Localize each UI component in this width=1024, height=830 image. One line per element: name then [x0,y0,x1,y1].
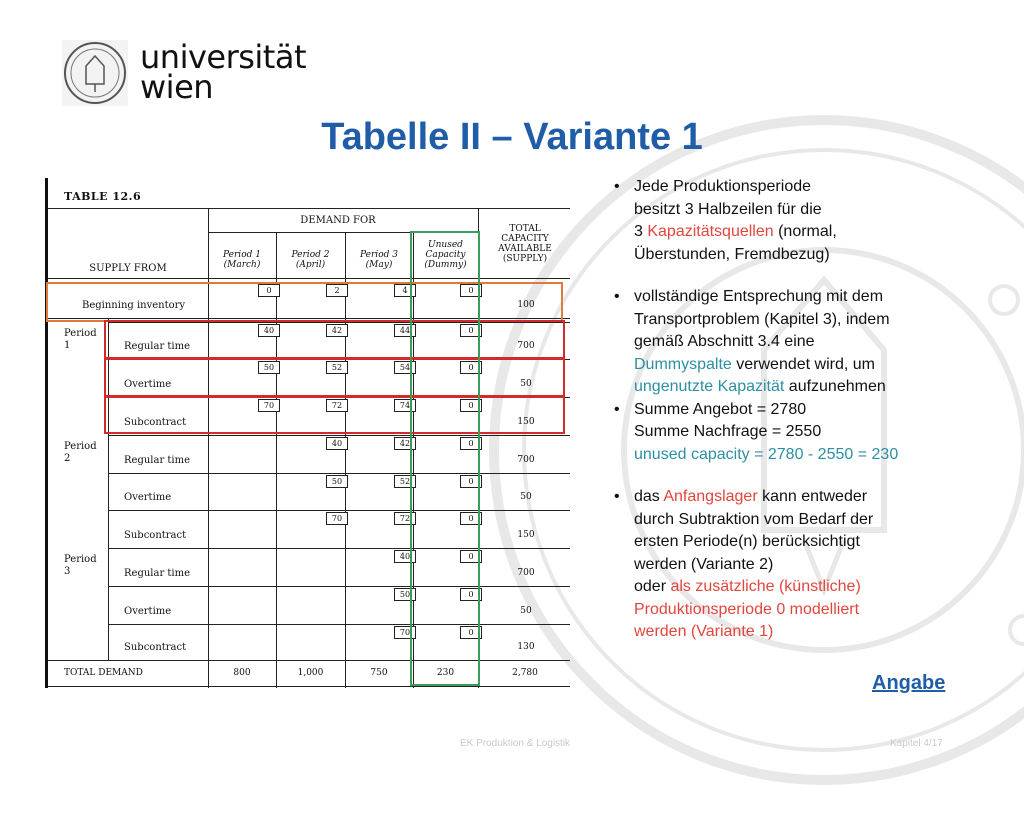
cost-cell: 70 [326,512,348,525]
demand-for-header: DEMAND FOR [300,215,376,226]
period-label: Period 1 [64,328,97,351]
total-demand-total: 2,780 [512,668,538,678]
table-caption: TABLE 12.6 [64,190,142,203]
cost-cell: 0 [460,588,482,601]
capacity-value: 50 [520,606,532,616]
capacity-value: 50 [520,492,532,502]
bullet-list [610,176,990,658]
total-demand-period3: 750 [370,668,388,678]
slide-title: Tabelle II – Variante 1 [321,116,703,158]
period-label: Period 3 [64,554,97,577]
bullet-3: • Summe Angebot = 2780 Summe Nachfrage = 2550 unused capacity = 2780 - 2550 = 230 [610,399,990,467]
row-divider [108,624,570,625]
capacity-value: 150 [517,417,535,427]
total-demand-period2: 1,000 [297,668,324,678]
cost-cell: 52 [326,361,348,374]
capacity-value: 700 [517,341,535,351]
footer-page: Kapitel 4/17 [890,738,943,749]
cost-cell: 0 [460,361,482,374]
cost-cell: 70 [394,626,416,639]
cost-cell: 54 [394,361,416,374]
cost-cell: 42 [394,437,416,450]
supply-row-label: Regular time [124,341,191,352]
supply-row-label: Subcontract [124,530,187,541]
cost-cell: 0 [460,512,482,525]
supply-row-label: Regular time [124,568,191,579]
cost-cell: 72 [326,399,348,412]
cost-cell: 0 [460,437,482,450]
capacity-value: 50 [520,379,532,389]
cost-cell: 0 [460,399,482,412]
supply-row-label: Subcontract [124,417,187,428]
cost-cell: 74 [394,399,416,412]
row-divider [108,586,570,587]
period-label: Period 2 [64,441,97,464]
capacity-value: 130 [517,642,535,652]
supply-row-label: Overtime [124,379,172,390]
row-divider [108,359,570,360]
cost-cell: 72 [394,512,416,525]
row-divider [108,322,570,323]
cost-cell: 40 [394,550,416,563]
supply-row-label: Regular time [124,455,191,466]
col-period1-header: Period 1 (March) [223,250,261,270]
university-seal-icon [62,40,128,106]
transport-table [45,178,570,688]
cost-cell: 4 [394,284,416,297]
capacity-value: 100 [517,300,535,310]
cost-cell: 52 [394,475,416,488]
col-period3-header: Period 3 (May) [360,250,398,270]
supply-row-label: Beginning inventory [82,300,186,311]
cost-cell: 42 [326,324,348,337]
cost-cell: 0 [460,475,482,488]
university-logo [62,38,306,108]
cost-cell: 40 [326,437,348,450]
row-divider [108,473,570,474]
col-unused-header: Unused Capacity (Dummy) [424,240,467,270]
bullet-4: • das Anfangslager kann entweder durch Subtraktion vom Bedarf der ersten Periode(n) berücksichtigt werden (Variante 2) oder als zusätzliche (künstliche) Produktionsperiode 0 modelliert werden (Variante 1) [610,486,990,644]
capacity-value: 150 [517,530,535,540]
row-divider [108,397,570,398]
total-demand-unused: 230 [436,668,455,678]
cost-cell: 70 [258,399,280,412]
logo-line1: universität [140,38,306,76]
bullet-1: • Jede Produktionsperiode besitzt 3 Halbzeilen für die 3 Kapazitätsquellen (normal, Überstunden, Fremdbezug) [610,176,990,266]
supply-row-label: Overtime [124,492,172,503]
angabe-link[interactable]: Angabe [872,672,946,694]
cost-cell: 0 [460,284,482,297]
cost-cell: 44 [394,324,416,337]
cost-cell: 2 [326,284,348,297]
row-divider [108,548,570,549]
col-total-capacity-header: TOTAL CAPACITY AVAILABLE (SUPPLY) [498,224,552,264]
col-period2-header: Period 2 (April) [291,250,330,270]
cost-cell: 0 [460,626,482,639]
cost-cell: 50 [394,588,416,601]
capacity-value: 700 [517,568,535,578]
cost-cell: 50 [326,475,348,488]
supply-row-label: Subcontract [124,642,187,653]
cost-cell: 40 [258,324,280,337]
total-demand-period1: 800 [233,668,251,678]
total-demand-label: TOTAL DEMAND [64,668,143,678]
row-divider [108,510,570,511]
cost-cell: 0 [460,550,482,563]
logo-line2: wien [140,68,214,106]
footer-course: EK Produktion & Logistik [460,738,571,749]
cost-cell: 0 [460,324,482,337]
row-divider [108,435,570,436]
supply-from-header: SUPPLY FROM [89,263,167,274]
bullet-2: • vollständige Entsprechung mit dem Transportproblem (Kapitel 3), indem gemäß Abschnitt 3.4 eine Dummyspalte verwendet wird, um ungenutzte Kapazität aufzunehmen [610,286,990,399]
capacity-value: 700 [517,455,535,465]
cost-cell: 0 [258,284,280,297]
supply-row-label: Overtime [124,606,172,617]
cost-cell: 50 [258,361,280,374]
